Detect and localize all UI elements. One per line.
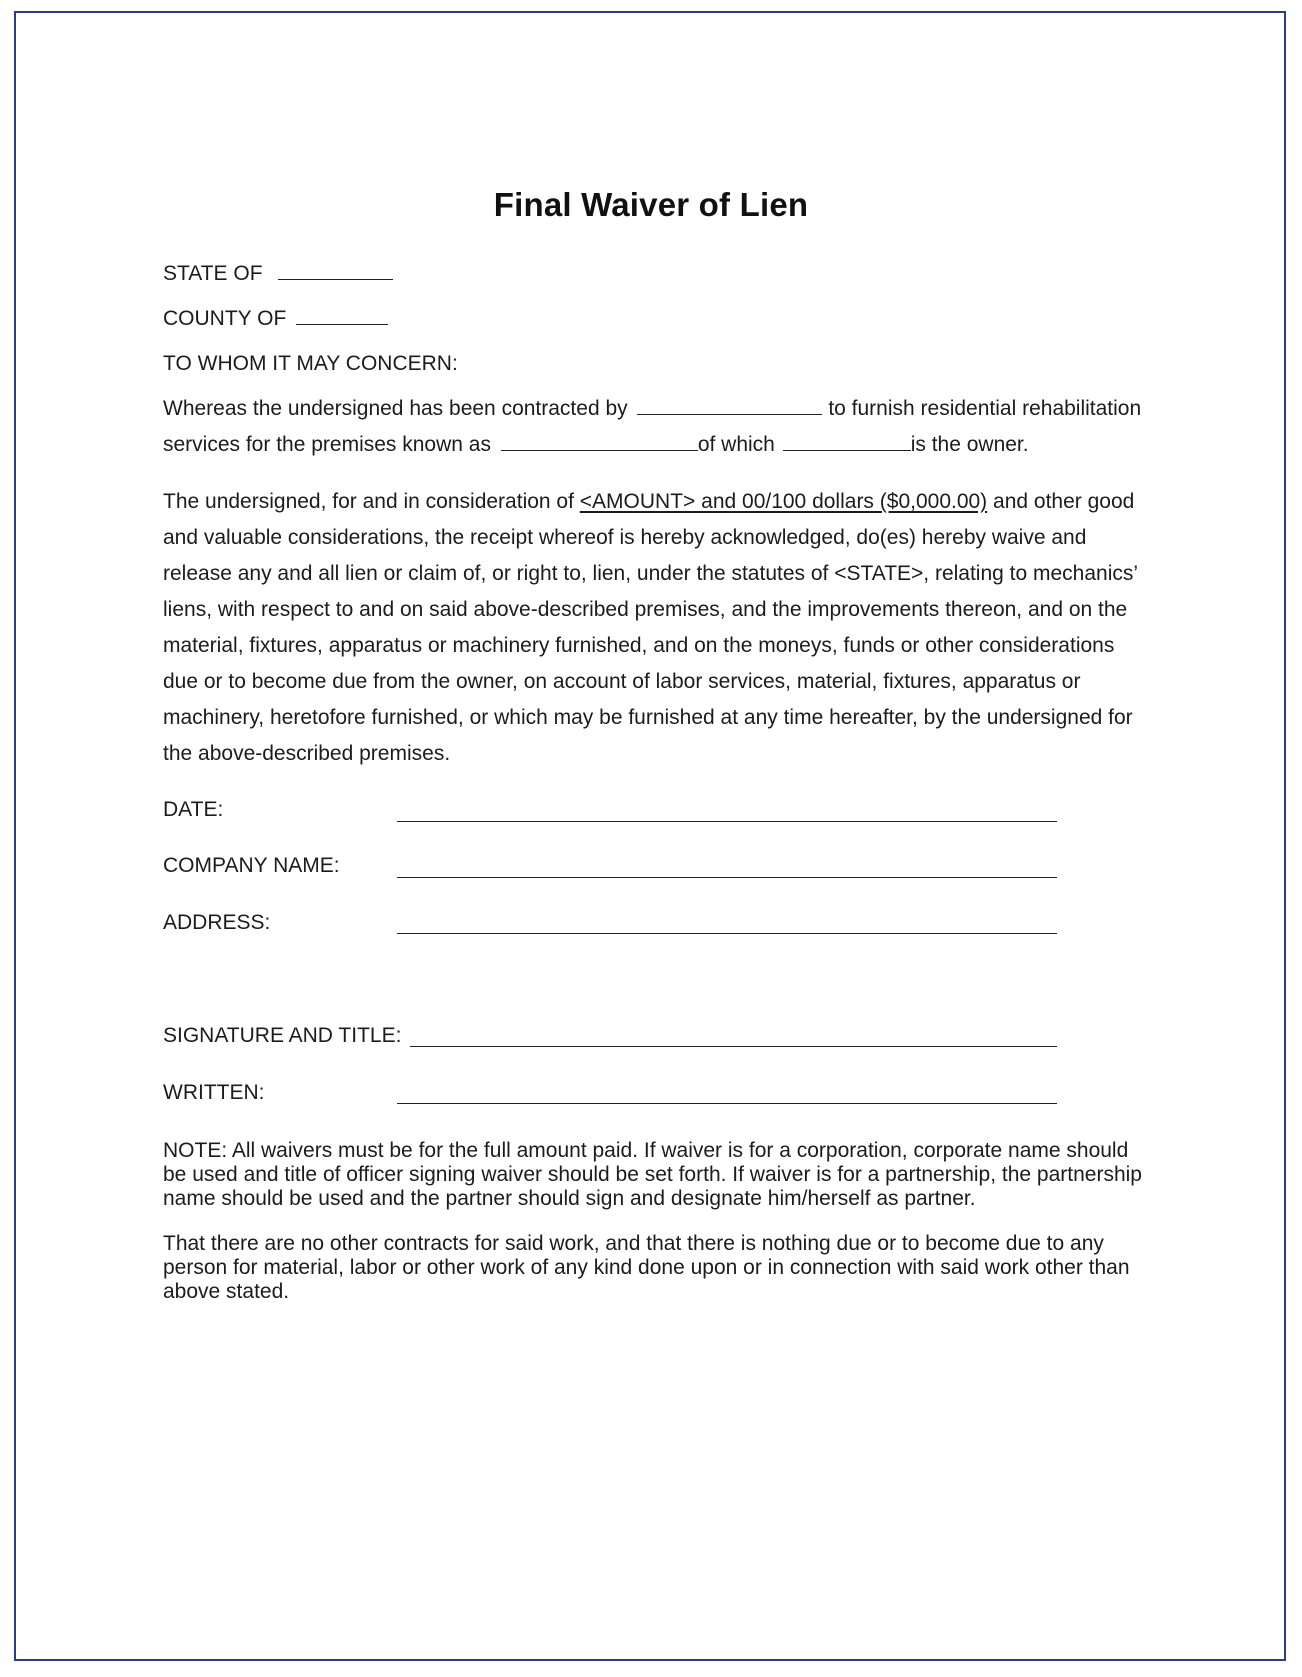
whereas-part-4: of which <box>697 433 775 456</box>
county-line <box>163 306 388 332</box>
signature-title-field-line[interactable] <box>410 1046 1057 1047</box>
county-blank[interactable] <box>296 306 388 325</box>
whereas-line-1 <box>163 396 1141 422</box>
date-field-line[interactable] <box>397 821 1057 822</box>
whereas-line-2 <box>163 432 1029 458</box>
note-paragraph: NOTE: All waivers must be for the full amount paid. If waiver is for a corporation, corporate name should be used and title of officer signing waiver should be set forth. If waiver is for a partnership, the partnership name should be used and the partner should sign and designate him/herself as partner. <box>163 1139 1142 1210</box>
consideration-rest: and other good and valuable considerations, the receipt whereof is hereby acknowledged, do(es) hereby waive and release any and all lien or claim of, or right to, lien, under the statutes of <STATE>, relating to mechanics’ liens, with respect to and on said above-described premises, and the improvements thereon, and on the material, fixtures, apparatus or machinery furnished, and on the moneys, funds or other considerations due or to become due from the owner, on account of labor services, material, fixtures, apparatus or machinery, heretofore furnished, or which may be furnished at any time hereafter, by the undersigned for the above-described premises. <box>163 490 1138 765</box>
salutation: TO WHOM IT MAY CONCERN: <box>163 352 458 375</box>
company-name-field-line[interactable] <box>397 877 1057 878</box>
signature-title-label: SIGNATURE AND TITLE: <box>163 1024 402 1047</box>
address-label: ADDRESS: <box>163 911 271 934</box>
amount-text: <AMOUNT> and 00/100 dollars ($0,000.00) <box>579 490 988 513</box>
date-label: DATE: <box>163 798 224 821</box>
consideration-prefix: The undersigned, for and in consideration of <box>163 490 580 513</box>
state-blank[interactable] <box>278 261 393 280</box>
owner-blank[interactable] <box>783 432 911 451</box>
company-name-label: COMPANY NAME: <box>163 854 340 877</box>
document-title: Final Waiver of Lien <box>493 186 809 223</box>
written-label: WRITTEN: <box>163 1081 265 1104</box>
whereas-part-3: services for the premises known as <box>163 433 491 456</box>
state-line <box>163 261 393 287</box>
whereas-part-2: to furnish residential rehabilitation <box>822 397 1142 420</box>
closing-paragraph: That there are no other contracts for said work, and that there is nothing due or to become due to any person for material, labor or other work of any kind done upon or in connection with said work other than above stated. <box>163 1232 1130 1303</box>
whereas-part-1: Whereas the undersigned has been contracted by <box>163 397 628 420</box>
county-label: COUNTY OF <box>163 307 287 330</box>
whereas-part-5: is the owner. <box>910 433 1029 456</box>
state-label: STATE OF <box>163 262 263 285</box>
written-field-line[interactable] <box>397 1103 1057 1104</box>
address-field-line[interactable] <box>397 933 1057 934</box>
page-border <box>14 11 1286 1661</box>
premises-blank[interactable] <box>501 432 698 451</box>
contractor-blank[interactable] <box>637 396 822 415</box>
consideration-paragraph <box>163 484 1143 772</box>
